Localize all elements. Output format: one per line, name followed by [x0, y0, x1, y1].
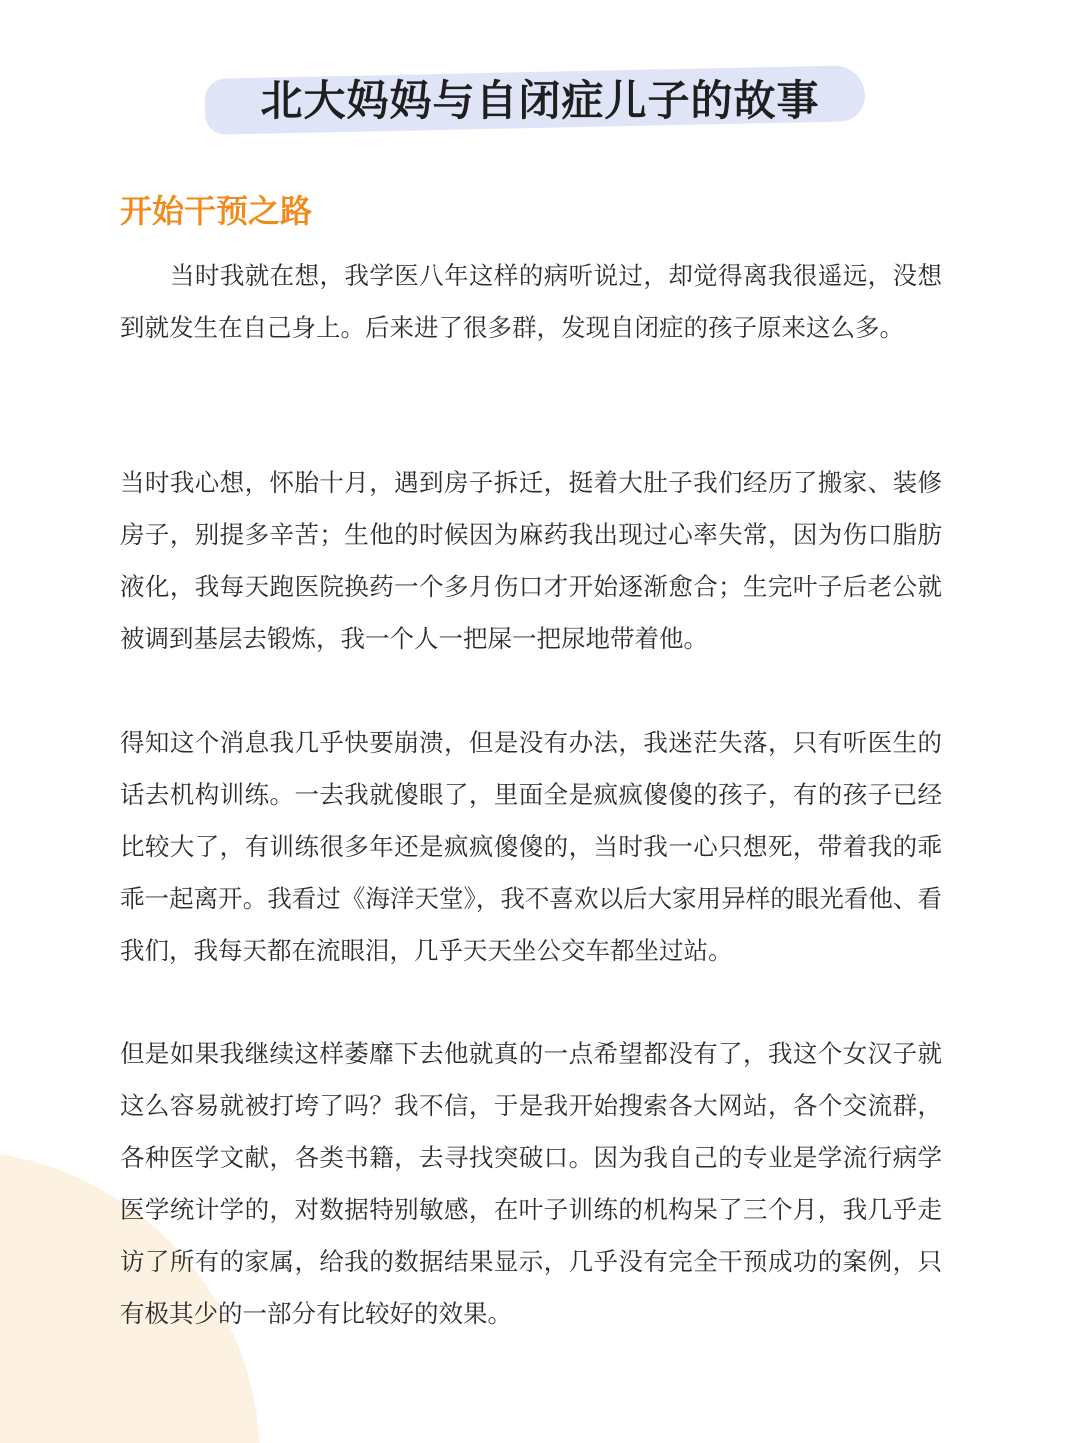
paragraph-4: 但是如果我继续这样萎靡下去他就真的一点希望都没有了，我这个女汉子就这么容易就被打垮了吗？我不信，于是我开始搜索各大网站，各个交流群，各种医学文献，各类书籍，去寻找突破口。因为我自己的专业是学流行病学医学统计学的，对数据特别敏感，在叶子训练的机构呆了三个月，我几乎走访了所有的家属，给我的数据结果显示，几乎没有完全干预成功的案例，只有极其少的一部分有比较好的效果。 — [120, 1039, 942, 1328]
paragraph-3: 得知这个消息我几乎快要崩溃，但是没有办法，我迷茫失落，只有听医生的话去机构训练。一去我就傻眼了，里面全是疯疯傻傻的孩子，有的孩子已经比较大了，有训练很多年还是疯疯傻傻的，当时我一心只想死，带着我的乖乖一起离开。我看过《海洋天堂》，我不喜欢以后大家用异样的眼光看他、看我们，我每天都在流眼泪，几乎天天坐公交车都坐过站。 — [120, 728, 942, 965]
section-heading: 开始干预之路 — [120, 192, 313, 230]
page-title: 北大妈妈与自闭症儿子的故事 — [260, 76, 820, 125]
paragraph-2: 当时我心想，怀胎十月，遇到房子拆迁，挺着大肚子我们经历了搬家、装修房子，别提多辛苦；生他的时候因为麻药我出现过心率失常，因为伤口脂肪液化，我每天跑医院换药一个多月伤口才开始逐渐愈合；生完叶子后老公就被调到基层去锻炼，我一个人一把屎一把尿地带着他。 — [120, 468, 942, 653]
title-block — [0, 66, 1080, 138]
paragraph-1: 当时我就在想，我学医八年这样的病听说过，却觉得离我很遥远，没想到就发生在自己身上。后来进了很多群，发现自闭症的孩子原来这么多。 — [120, 261, 942, 342]
